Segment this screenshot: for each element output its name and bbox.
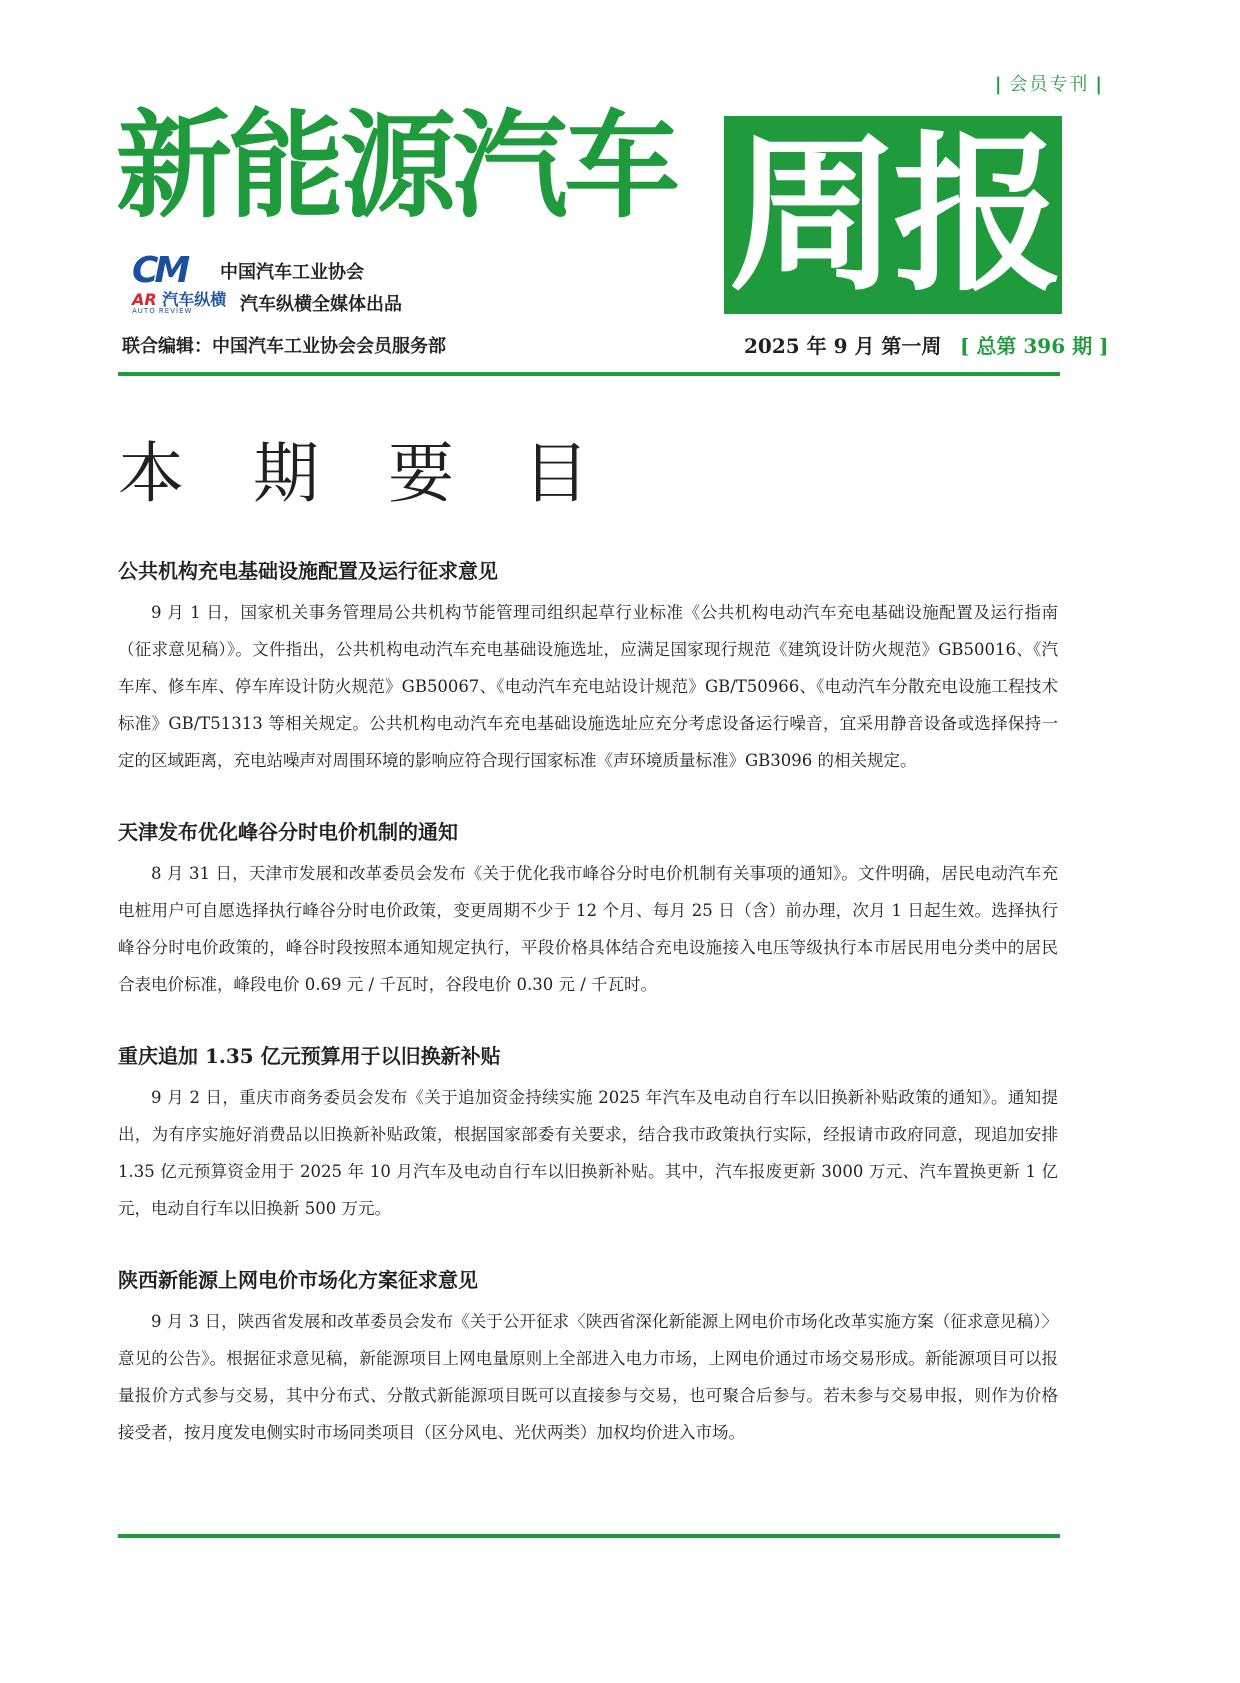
issue-total: [ 总第 396 期 ] xyxy=(960,334,1109,358)
article-body: 8 月 31 日，天津市发展和改革委员会发布《关于优化我市峰谷分时电价机制有关事项的通知》。文件明确，居民电动汽车充电桩用户可自愿选择执行峰谷分时电价政策，变更周期不少于 12 个月、每月 25 日（含）前办理，次月 1 日起生效。选择执行峰谷分时电价政策的，峰谷时段按照本通知规定执行，平段价格具体结合充电设施接入电压等级执行本市居民用电分类中的居民合表电价标准，峰段电价 0.69 元 / 千瓦时，谷段电价 0.30 元 / 千瓦时。 xyxy=(118,864,1058,994)
auto-review-logo-row xyxy=(132,290,402,316)
article-body: 9 月 3 日，陕西省发展和改革委员会发布《关于公开征求〈陕西省深化新能源上网电价市场化改革实施方案（征求意见稿）〉意见的公告》。根据征求意见稿，新能源项目上网电量原则上全部进入电力市场，上网电价通过市场交易形成。新能源项目可以报量报价方式参与交易，其中分布式、分散式新能源项目既可以直接参与交易，也可聚合后参与。若未参与交易申报，则作为价格接受者，按月度发电侧实时市场同类项目（区分风电、光伏两类）加权均价进入市场。 xyxy=(118,1312,1058,1442)
member-tag xyxy=(989,70,1110,96)
article-body: 9 月 1 日，国家机关事务管理局公共机构节能管理司组织起草行业标准《公共机构电动汽车充电基础设施配置及运行指南（征求意见稿）》。文件指出，公共机构电动汽车充电基础设施选址，应满足国家现行规范《建筑设计防火规范》GB50016、《汽车库、修车库、停车库设计防火规范》GB50067、《电动汽车充电站设计规范》GB/T50966、《电动汽车分散充电设施工程技术标准》GB/T51313 等相关规定。公共机构电动汽车充电基础设施选址应充分考虑设备运行噪音，宜采用静音设备或选择保持一定的区域距离，充电站噪声对周围环境的影响应符合现行国家标准《声环境质量标准》GB3096 的相关规定。 xyxy=(118,603,1058,770)
weekly-block xyxy=(724,116,1062,314)
divider: | xyxy=(994,74,1004,95)
co-editor: 联合编辑：中国汽车工业协会会员服务部 xyxy=(122,336,446,357)
caam-name: 中国汽车工业协会 xyxy=(220,261,364,283)
header-rule xyxy=(118,372,1060,376)
article xyxy=(118,556,1058,779)
caam-logo: CM xyxy=(132,250,187,291)
auto-review-logo-text: 汽车纵横 xyxy=(162,289,227,309)
article-body: 9 月 2 日，重庆市商务委员会发布《关于追加资金持续实施 2025 年汽车及电动自行车以旧换新补贴政策的通知》。通知提出，为有序实施好消费品以旧换新补贴政策，根据国家部委有关要求，结合我市政策执行实际，经报请市政府同意，现追加安排 1.35 亿元预算资金用于 2025 年 10 月汽车及电动自行车以旧换新补贴。其中，汽车报废更新 3000 万元、汽车置换更新 1 亿元，电动自行车以旧换新 500 万元。 xyxy=(118,1088,1058,1218)
auto-review-name: 汽车纵横全媒体出品 xyxy=(240,294,402,315)
divider: | xyxy=(1095,74,1104,95)
article xyxy=(118,1041,1058,1227)
article-list xyxy=(118,556,1058,1489)
masthead-title: 新能源汽车 xyxy=(116,99,676,234)
auto-review-logo: AR 汽车纵横 AUTO REVIEW xyxy=(132,292,232,315)
article-title: 公共机构充电基础设施配置及运行征求意见 xyxy=(118,559,498,583)
article-title: 重庆追加 1.35 亿元预算用于以旧换新补贴 xyxy=(118,1044,501,1068)
footer-rule xyxy=(118,1534,1060,1538)
auto-review-logo-sub: AUTO REVIEW xyxy=(132,306,193,315)
caam-logo-row xyxy=(132,250,364,291)
issue-date: 2025 年 9 月 第一周 xyxy=(744,334,942,358)
article xyxy=(118,1265,1058,1451)
weekly-title: 周报 xyxy=(728,115,1057,315)
article xyxy=(118,817,1058,1003)
member-tag-label: 会员专刊 xyxy=(1009,74,1090,95)
article-title: 天津发布优化峰谷分时电价机制的通知 xyxy=(118,820,458,844)
article-title: 陕西新能源上网电价市场化方案征求意见 xyxy=(118,1268,478,1292)
section-heading: 本 期 要 目 xyxy=(118,435,613,512)
